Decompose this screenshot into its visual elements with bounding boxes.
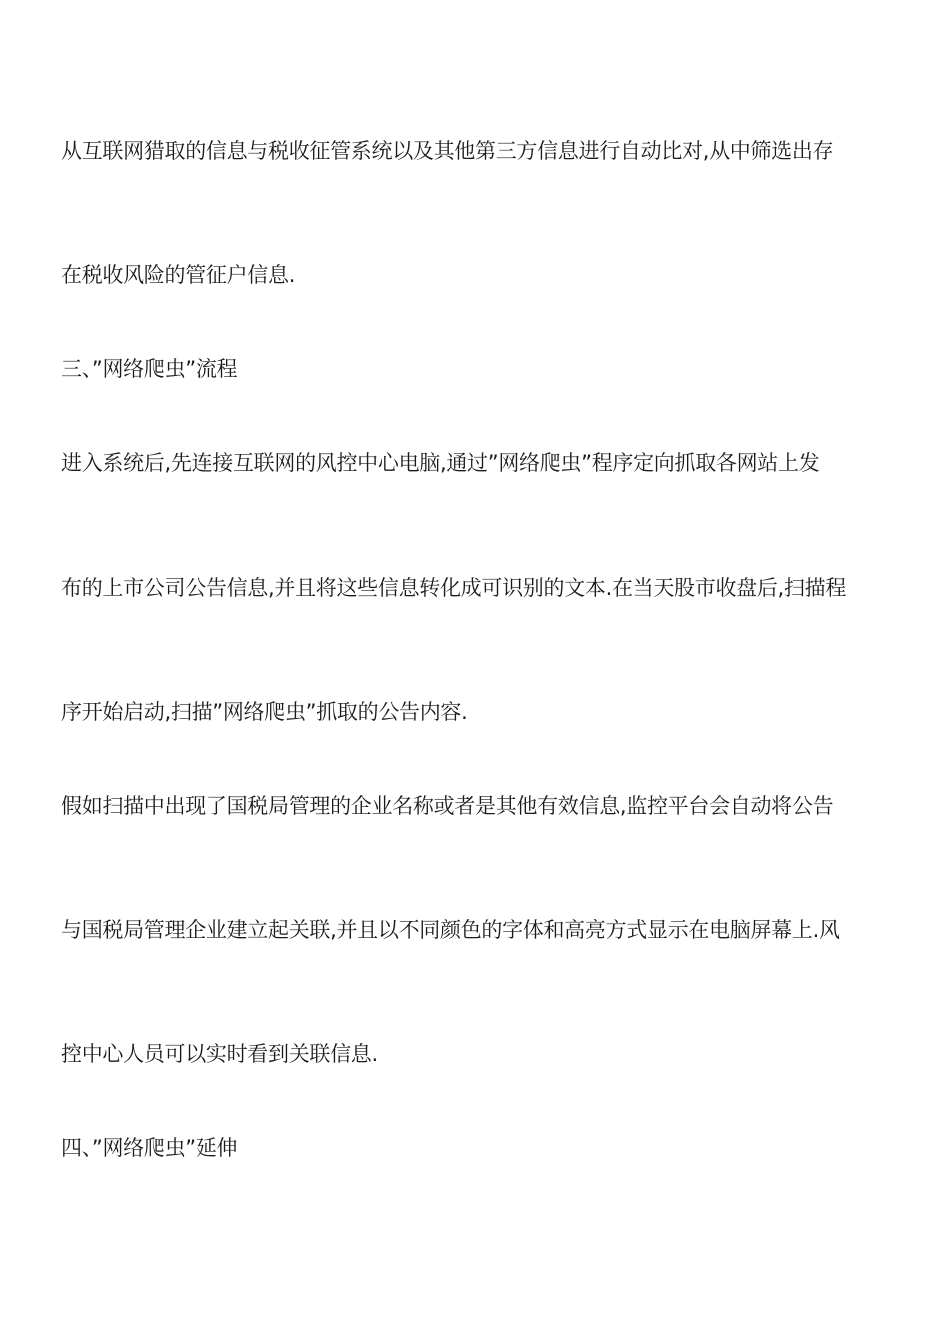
paragraph-line-5: 序开始启动,扫描”网络爬虫”抓取的公告内容. <box>61 700 468 724</box>
section-heading-extension: 四、”网络爬虫”延伸 <box>61 1136 238 1160</box>
section-heading-process: 三、”网络爬虫”流程 <box>61 357 238 381</box>
paragraph-line-7: 与国税局管理企业建立起关联,并且以不同颜色的字体和高亮方式显示在电脑屏幕上.风 <box>61 918 840 942</box>
paragraph-line-3: 进入系统后,先连接互联网的风控中心电脑,通过”网络爬虫”程序定向抓取各网站上发 <box>61 451 820 475</box>
paragraph-line-8: 控中心人员可以实时看到关联信息. <box>61 1042 378 1066</box>
paragraph-line-1: 从互联网猎取的信息与税收征管系统以及其他第三方信息进行自动比对,从中筛选出存 <box>61 139 834 163</box>
paragraph-line-4: 布的上市公司公告信息,并且将这些信息转化成可识别的文本.在当天股市收盘后,扫描程 <box>61 576 847 600</box>
paragraph-line-6: 假如扫描中出现了国税局管理的企业名称或者是其他有效信息,监控平台会自动将公告 <box>61 794 834 818</box>
paragraph-line-2: 在税收风险的管征户信息. <box>61 263 296 287</box>
